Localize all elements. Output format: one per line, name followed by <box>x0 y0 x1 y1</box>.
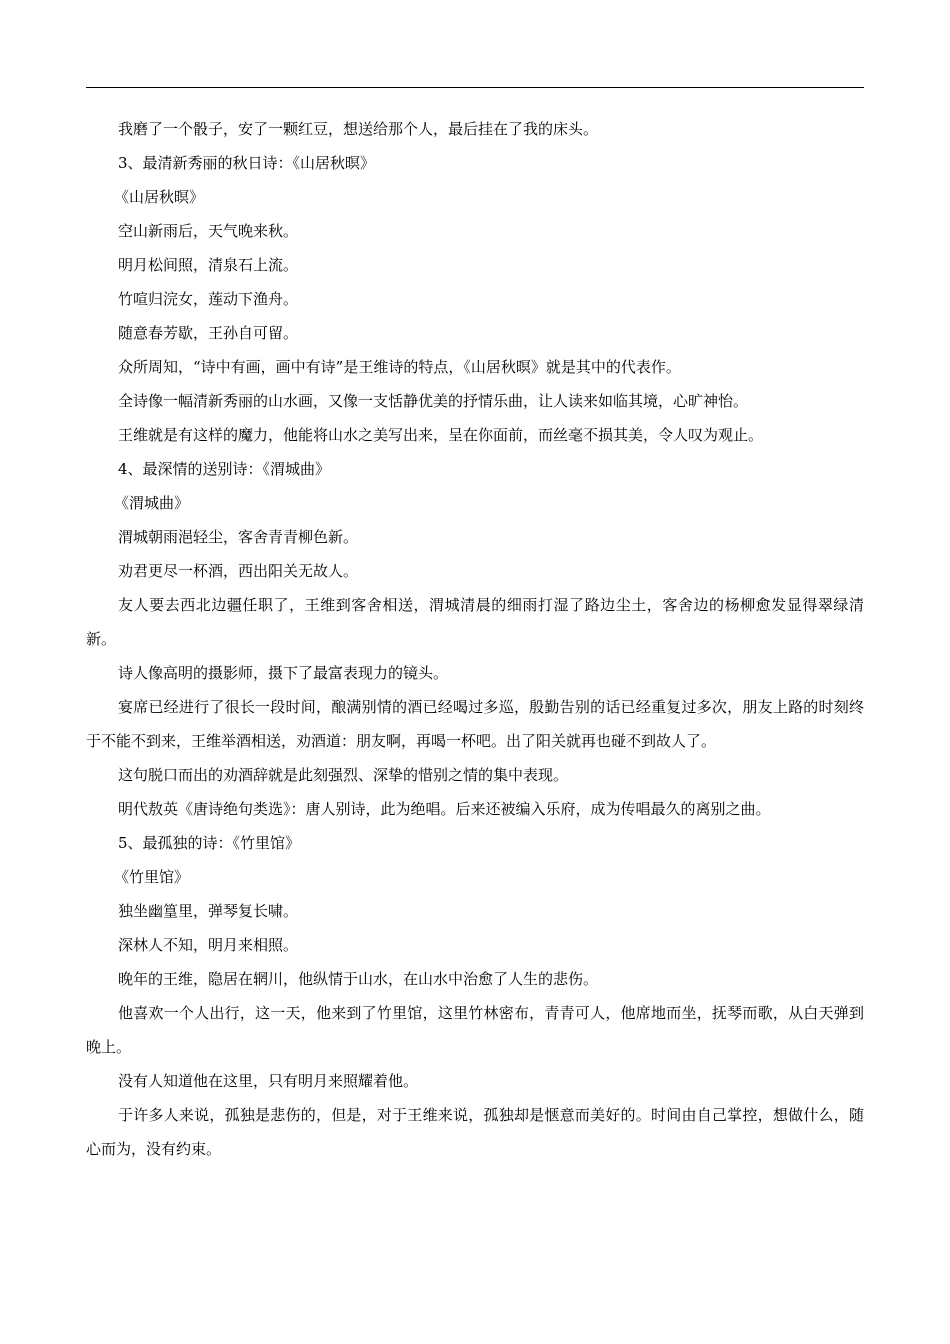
paragraph: 王维就是有这样的魔力，他能将山水之美写出来，呈在你面前，而丝毫不损其美，令人叹为观止。 <box>118 426 764 444</box>
poem-title: 《竹里馆》 <box>114 868 190 886</box>
paragraph: 没有人知道他在这里，只有明月来照耀着他。 <box>118 1072 419 1090</box>
paragraph: 晚年的王维，隐居在辋川，他纵情于山水，在山水中治愈了人生的悲伤。 <box>118 970 599 988</box>
section-heading: 4、最深情的送别诗：《渭城曲》 <box>118 460 331 478</box>
poem-line: 随意春芳歇，王孙自可留。 <box>118 324 299 342</box>
poem-line: 空山新雨后，天气晚来秋。 <box>118 222 299 240</box>
poem-line: 劝君更尽一杯酒，西出阳关无故人。 <box>118 562 359 580</box>
paragraph: 宴席已经进行了很长一段时间，酿满别情的酒已经喝过多巡，殷勤告别的话已经重复过多次，朋友上路的时刻终于不能不到来，王维举酒相送，劝酒道：朋友啊，再喝一杯吧。出了阳关就再也碰不到故人了。 <box>86 698 864 750</box>
poem-title: 《渭城曲》 <box>114 494 190 512</box>
section-heading: 3、最清新秀丽的秋日诗：《山居秋暝》 <box>118 154 376 172</box>
document-body <box>86 112 864 1166</box>
paragraph: 友人要去西北边疆任职了，王维到客舍相送，渭城清晨的细雨打湿了路边尘土，客舍边的杨柳愈发显得翠绿清新。 <box>86 596 864 648</box>
poem-line: 竹喧归浣女，莲动下渔舟。 <box>118 290 299 308</box>
poem-line: 明月松间照，清泉石上流。 <box>118 256 299 274</box>
section-heading: 5、最孤独的诗：《竹里馆》 <box>118 834 301 852</box>
poem-line: 深林人不知，明月来相照。 <box>118 936 299 954</box>
paragraph: 诗人像高明的摄影师，摄下了最富表现力的镜头。 <box>118 664 449 682</box>
poem-line: 渭城朝雨浥轻尘，客舍青青柳色新。 <box>118 528 359 546</box>
paragraph: 明代敖英《唐诗绝句类选》：唐人别诗，此为绝唱。后来还被编入乐府，成为传唱最久的离别之曲。 <box>118 800 771 818</box>
poem-title: 《山居秋暝》 <box>114 188 205 206</box>
paragraph: 我磨了一个骰子，安了一颗红豆，想送给那个人，最后挂在了我的床头。 <box>118 120 599 138</box>
paragraph: 全诗像一幅清新秀丽的山水画，又像一支恬静优美的抒情乐曲，让人读来如临其境，心旷神怡。 <box>118 392 749 410</box>
paragraph: 他喜欢一个人出行，这一天，他来到了竹里馆，这里竹林密布，青青可人，他席地而坐，抚琴而歌，从白天弹到晚上。 <box>86 1004 864 1056</box>
poem-line: 独坐幽篁里，弹琴复长啸。 <box>118 902 299 920</box>
header-rule <box>86 87 864 88</box>
paragraph: 于许多人来说，孤独是悲伤的，但是，对于王维来说，孤独却是惬意而美好的。时间由自己掌控，想做什么，随心而为，没有约束。 <box>86 1106 864 1158</box>
paragraph: 这句脱口而出的劝酒辞就是此刻强烈、深挚的惜别之情的集中表现。 <box>118 766 569 784</box>
paragraph: 众所周知，“诗中有画，画中有诗”是王维诗的特点，《山居秋暝》就是其中的代表作。 <box>118 358 681 376</box>
